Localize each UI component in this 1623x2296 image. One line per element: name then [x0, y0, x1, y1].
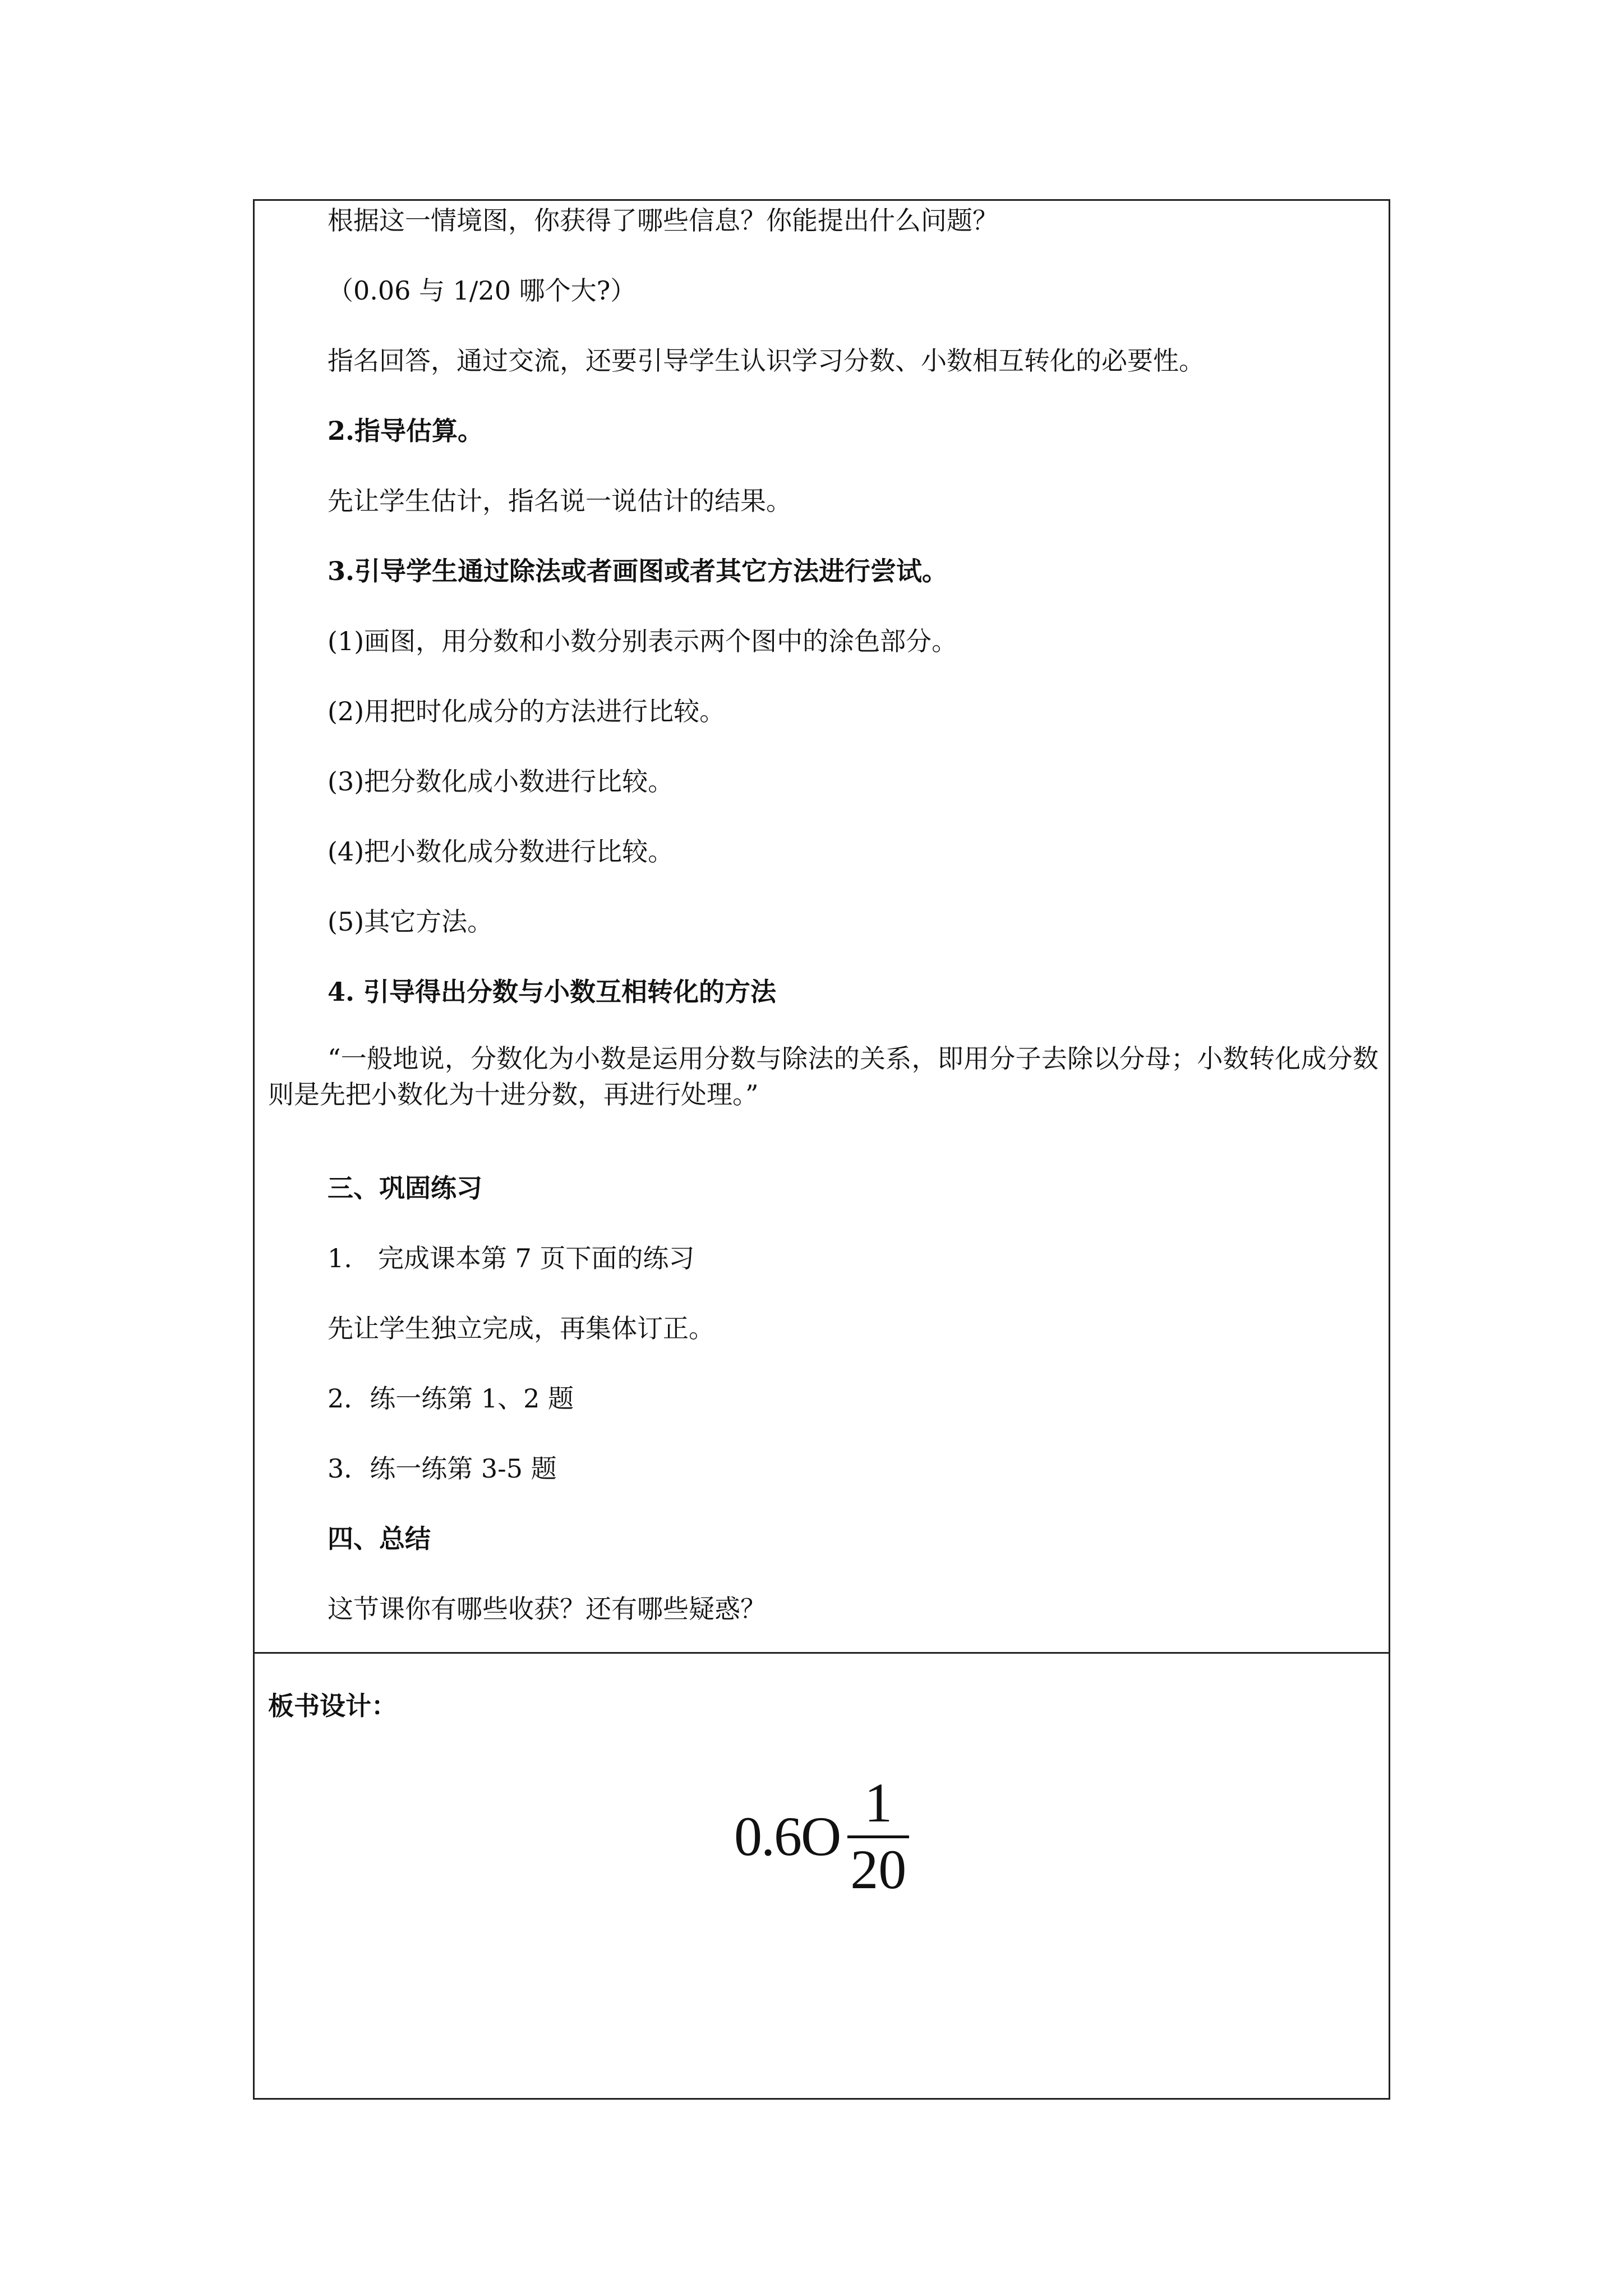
text-line: 先让学生估计，指名说一说估计的结果。	[328, 486, 792, 516]
lesson-table	[253, 199, 1390, 2100]
text-line: 指名回答，通过交流，还要引导学生认识学习分数、小数相互转化的必要性。	[328, 346, 1205, 376]
text-line: 1. 完成课本第 7 页下面的练习	[328, 1243, 695, 1273]
board-design-label: 板书设计：	[268, 1691, 397, 1721]
section-heading: 4. 引导得出分数与小数互相转化的方法	[328, 977, 777, 1007]
text-line: 这节课你有哪些收获？还有哪些疑惑？	[328, 1594, 766, 1624]
section-heading: 2.指导估算。	[328, 416, 484, 446]
text-line: (2)用把时化成分的方法进行比较。	[328, 696, 726, 726]
text-line: 2．练一练第 1、2 题	[328, 1383, 574, 1414]
text-line: (5)其它方法。	[328, 907, 494, 937]
text-line: （0.06 与 1/20 哪个大?）	[328, 275, 637, 306]
fraction-numerator: 1	[864, 1771, 893, 1834]
lesson-process-cell	[255, 201, 1389, 1654]
section-heading: 三、巩固练习	[328, 1173, 482, 1203]
section-heading: 四、总结	[328, 1524, 431, 1554]
text-line: 先让学生独立完成，再集体订正。	[328, 1313, 714, 1343]
section-heading: 3.引导学生通过除法或者画图或者其它方法进行尝试。	[328, 556, 948, 586]
fraction	[847, 1771, 910, 1901]
board-design-cell	[255, 1654, 1389, 2098]
fraction-bar	[847, 1835, 909, 1838]
formula-left-value: 0.6O	[734, 1805, 841, 1867]
text-line: (1)画图，用分数和小数分别表示两个图中的涂色部分。	[328, 626, 958, 656]
text-line: (3)把分数化成小数进行比较。	[328, 766, 674, 797]
method-quote: “一般地说，分数化为小数是运用分数与除法的关系，即用分子去除以分母；小数转化成分数则是先把小数化为十进分数，再进行处理。”	[268, 1043, 1378, 1110]
text-line: 3．练一练第 3-5 题	[328, 1453, 557, 1484]
text-line: (4)把小数化成分数进行比较。	[328, 836, 674, 867]
fraction-denominator: 20	[850, 1838, 907, 1901]
text-line: 根据这一情境图，你获得了哪些信息？你能提出什么问题？	[328, 205, 998, 236]
board-formula	[734, 1772, 910, 1901]
